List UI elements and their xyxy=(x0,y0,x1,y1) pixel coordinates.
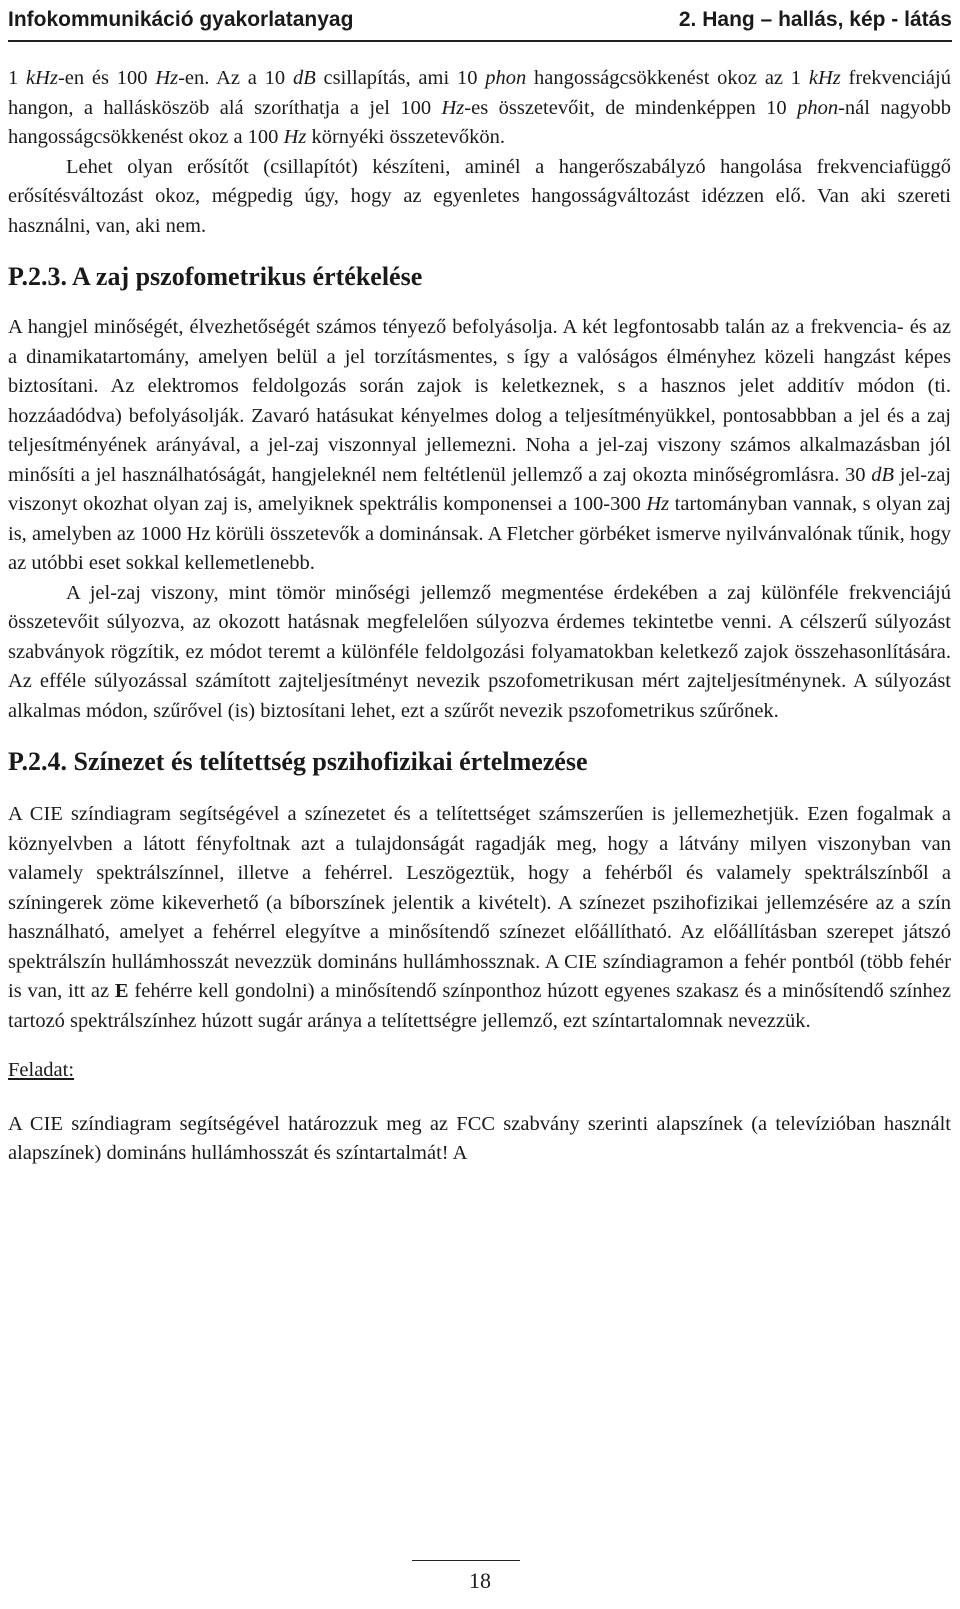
text-segment: csillapítás, ami 10 xyxy=(315,67,486,89)
text-segment: frekvenciájú hangon, a hallásköszöb alá szoríthatja a jel 100 xyxy=(8,67,951,119)
bold-term: E xyxy=(114,980,129,1002)
text-segment: A CIE színdiagram segítségével a színezetet és a telítettséget számszerűen is jellemezhetjük. Ezen fogalmak a köznyelvben a látott fényfoltnak azt a tulajdonságát ragadják meg, hogy a látvány milyen viszonyban van valamely spektrálszínnel, illetve a fehérrel. Leszögeztük, hogy a fehérből és valamely spektrálszínből a színingerek zöme kikeverhető (a bíborszínek jelentik a kivételt). A színezet pszihofizikai jellemzésére az a szín használható, amelyet a fehérrel elegyítve a minősítendő színezet előállítható. Az előállításban szerepet játszó spektrálszín hullámhosszát nevezzük domináns hullámhossznak. A CIE színdiagramon a fehér pontból (több fehér is van, itt az xyxy=(8,803,951,1002)
section-heading-hue-saturation: P.2.4. Színezet és telítettség pszihofizikai értelmezése xyxy=(8,747,588,776)
paragraph-weighting: A jel-zaj viszony, mint tömör minőségi jellemző megmentése érdekében a zaj különféle frekvenciájú összetevőit súlyozva, az okozott hatásnak megfelelően súlyozva érdemes tekintetbe venni. A célszerű súlyozást szabványok rögzítik, ez módot teremt a különféle feldolgozási folyamatokban keletkező zajok összehasonlítására. Az efféle súlyozással számított zajteljesítményt nevezik pszofometrikusan mért zajteljesítménynek. A súlyozást alkalmas módon, szűrővel (is) biztosítani lehet, ezt a szűrőt nevezik pszofometrikus szűrőnek. xyxy=(8,581,951,722)
task-label: Feladat: xyxy=(8,1059,75,1081)
paragraph-noise xyxy=(8,313,951,579)
unit-text: Hz xyxy=(441,96,465,119)
text-segment: tartományban vannak, s olyan zaj is, amelyben az 1000 Hz körüli összetevők a dominánsak. A Fletcher görbéket ismerve nyilvánvalónak tűnik, hogy az utóbbi eset sokkal kellemetlenebb. xyxy=(8,493,951,574)
header-title-left: Infokommunikáció gyakorlatanyag xyxy=(8,8,354,31)
unit-text: dB xyxy=(292,67,316,89)
unit-text: dB xyxy=(871,463,895,486)
text-segment: jel-zaj viszonyt okozhat olyan zaj is, amelyiknek spektrális komponensei a 100-300 xyxy=(8,463,951,515)
unit-text: Hz xyxy=(283,126,307,148)
text-segment: -nál nagyobb hangosságcsökkenést okoz a 100 xyxy=(8,96,951,148)
text-segment: -en. Az a 10 xyxy=(178,67,293,89)
unit-text: Hz xyxy=(155,67,179,89)
paragraph-task: A CIE színdiagram segítségével határozzuk meg az FCC szabvány szerinti alapszínek (a televízióban használt alapszínek) domináns hullámhosszát és színtartalmát! A xyxy=(8,1112,951,1164)
text-segment: környéki összetevőkön. xyxy=(306,126,506,148)
footer-rule xyxy=(412,1560,520,1561)
unit-text: kHz xyxy=(26,67,58,89)
unit-text: Hz xyxy=(646,493,670,515)
page-content xyxy=(8,64,951,1169)
text-segment: hangosságcsökkenést okoz az 1 xyxy=(526,67,809,89)
unit-text: phon xyxy=(485,67,527,89)
header-title-right: 2. Hang – hallás, kép - látás xyxy=(678,8,952,31)
paragraph-amplifier: Lehet olyan erősítőt (csillapítót) készíteni, aminél a hangerőszabályzó hangolása frekvenciafüggő erősítésváltozást okoz, mégpedig úgy, hogy az egyenletes hangosságváltozást idézzen elő. Van aki szereti használni, van, aki nem. xyxy=(8,155,951,237)
section-heading-psophometric: P.2.3. A zaj pszofometrikus értékelése xyxy=(8,262,423,291)
unit-text: phon xyxy=(797,96,839,119)
text-segment: -en és 100 xyxy=(57,67,156,89)
text-segment: 1 xyxy=(8,67,27,89)
page-header xyxy=(8,0,952,42)
text-segment: -es összetevőit, de mindenképpen 10 xyxy=(464,96,798,119)
text-segment: A hangjel minőségét, élvezhetőségét számos tényező befolyásolja. A két legfontosabb talán az a frekvencia- és az a dinamikatartomány, amelyen belül a jel torzításmentes, s így a valóságos élményhez közeli hangzást képes biztosítani. Az elektromos feldolgozás során zajok is keletkeznek, s a hasznos jelet additív módon (ti. hozzáadódva) befolyásolják. Zavaró hatásukat kényelmes dolog a teljesítményükkel, pontosabbban a jel és a zaj teljesítményének arányával, a jel-zaj viszonnyal jellemezni. Noha a jel-zaj viszony számos alkalmazásban jól minősíti a jel használhatóságát, hangjeleknél nem feltétlenül jellemző a zaj okozta minőségromlásra. 30 xyxy=(8,316,951,486)
page-number: 18 xyxy=(469,1568,491,1593)
paragraph-continuation xyxy=(8,64,951,153)
text-segment: fehérre kell gondolni) a minősítendő színponthoz húzott egyenes szakasz és a minősítendő színhez tartozó spektrálszínhez húzott sugár aránya a telítettségre jellemző, ezt színtartalomnak nevezzük. xyxy=(8,980,951,1032)
unit-text: kHz xyxy=(808,67,841,89)
paragraph-cie xyxy=(8,800,951,1036)
